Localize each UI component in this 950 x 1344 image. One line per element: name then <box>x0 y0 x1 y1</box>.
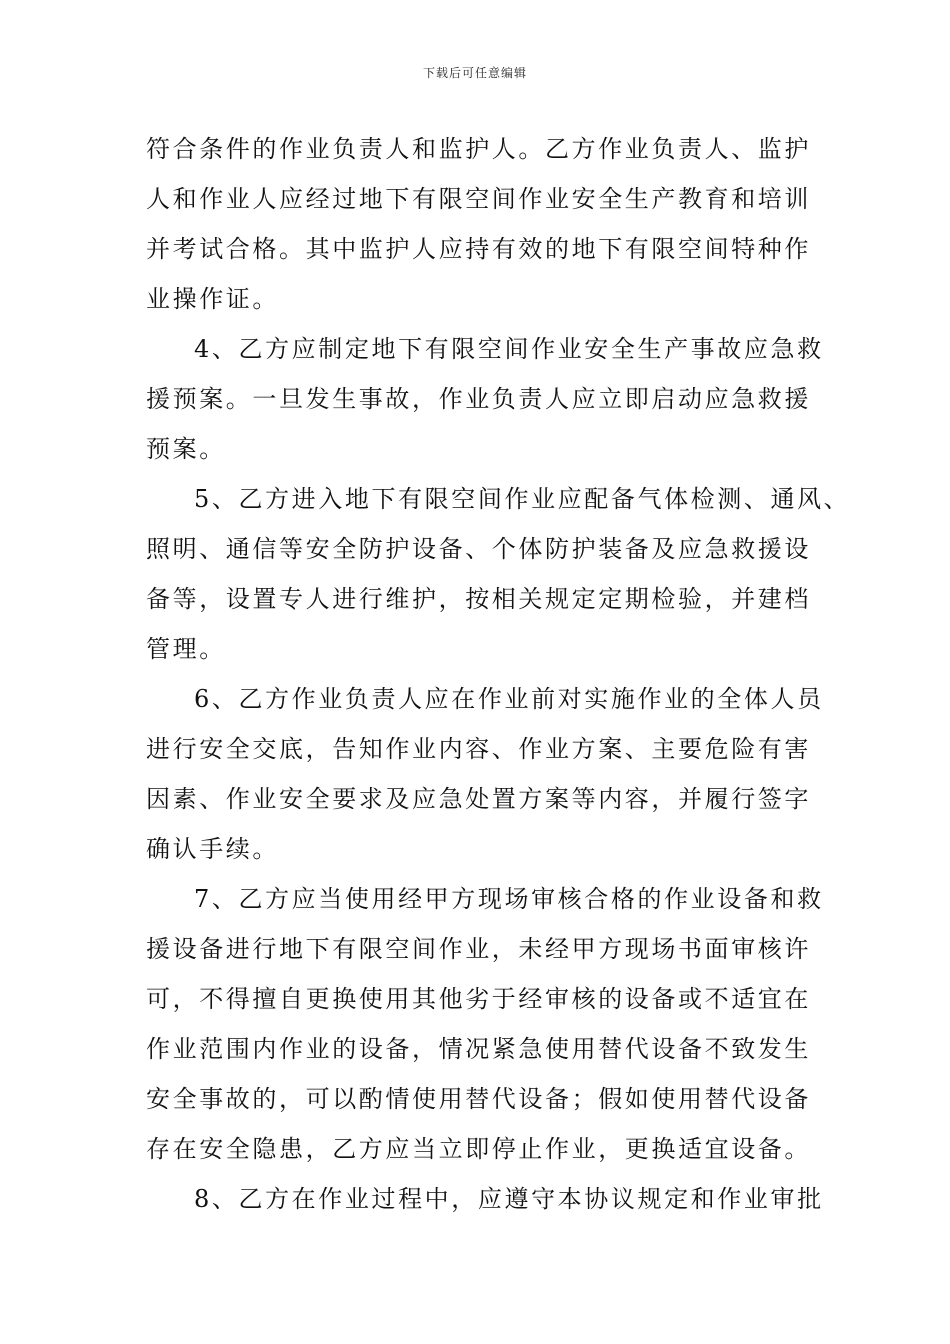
text-line: 5、乙方进入地下有限空间作业应配备气体检测、通风、 <box>194 485 851 513</box>
paragraph <box>146 124 816 324</box>
text-line: 4、乙方应制定地下有限空间作业安全生产事故应急救 <box>194 335 824 363</box>
text-line: 照明、通信等安全防护设备、个体防护装备及应急救援设 <box>146 535 811 563</box>
text-line: 援预案。一旦发生事故，作业负责人应立即启动应急救援 <box>146 385 811 413</box>
paragraph <box>146 474 851 674</box>
document-body <box>146 124 851 1224</box>
paragraph <box>146 1174 824 1224</box>
text-line: 8、乙方在作业过程中，应遵守本协议规定和作业审批 <box>194 1185 824 1213</box>
text-line: 安全事故的，可以酌情使用替代设备；假如使用替代设备 <box>146 1085 811 1113</box>
text-line: 符合条件的作业负责人和监护人。乙方作业负责人、监护 <box>146 135 811 163</box>
paragraph <box>146 324 824 474</box>
paragraph <box>146 874 824 1174</box>
text-line: 可，不得擅自更换使用其他劣于经审核的设备或不适宜在 <box>146 985 811 1013</box>
text-line: 6、乙方作业负责人应在作业前对实施作业的全体人员 <box>194 685 824 713</box>
text-line: 存在安全隐患，乙方应当立即停止作业，更换适宜设备。 <box>146 1135 811 1163</box>
text-line: 人和作业人应经过地下有限空间作业安全生产教育和培训 <box>146 185 811 213</box>
text-line: 因素、作业安全要求及应急处置方案等内容，并履行签字 <box>146 785 811 813</box>
text-line: 援设备进行地下有限空间作业，未经甲方现场书面审核许 <box>146 935 811 963</box>
text-line: 业操作证。 <box>146 285 279 313</box>
text-line: 作业范围内作业的设备，情况紧急使用替代设备不致发生 <box>146 1035 811 1063</box>
text-line: 并考试合格。其中监护人应持有效的地下有限空间特种作 <box>146 235 811 263</box>
text-line: 7、乙方应当使用经甲方现场审核合格的作业设备和救 <box>194 885 824 913</box>
paragraph <box>146 674 824 874</box>
text-line: 确认手续。 <box>146 835 279 863</box>
text-line: 进行安全交底，告知作业内容、作业方案、主要危险有害 <box>146 735 811 763</box>
text-line: 备等，设置专人进行维护，按相关规定定期检验，并建档 <box>146 585 811 613</box>
text-line: 管理。 <box>146 635 226 663</box>
text-line: 预案。 <box>146 435 226 463</box>
page-header: 下载后可任意编辑 <box>422 66 527 80</box>
